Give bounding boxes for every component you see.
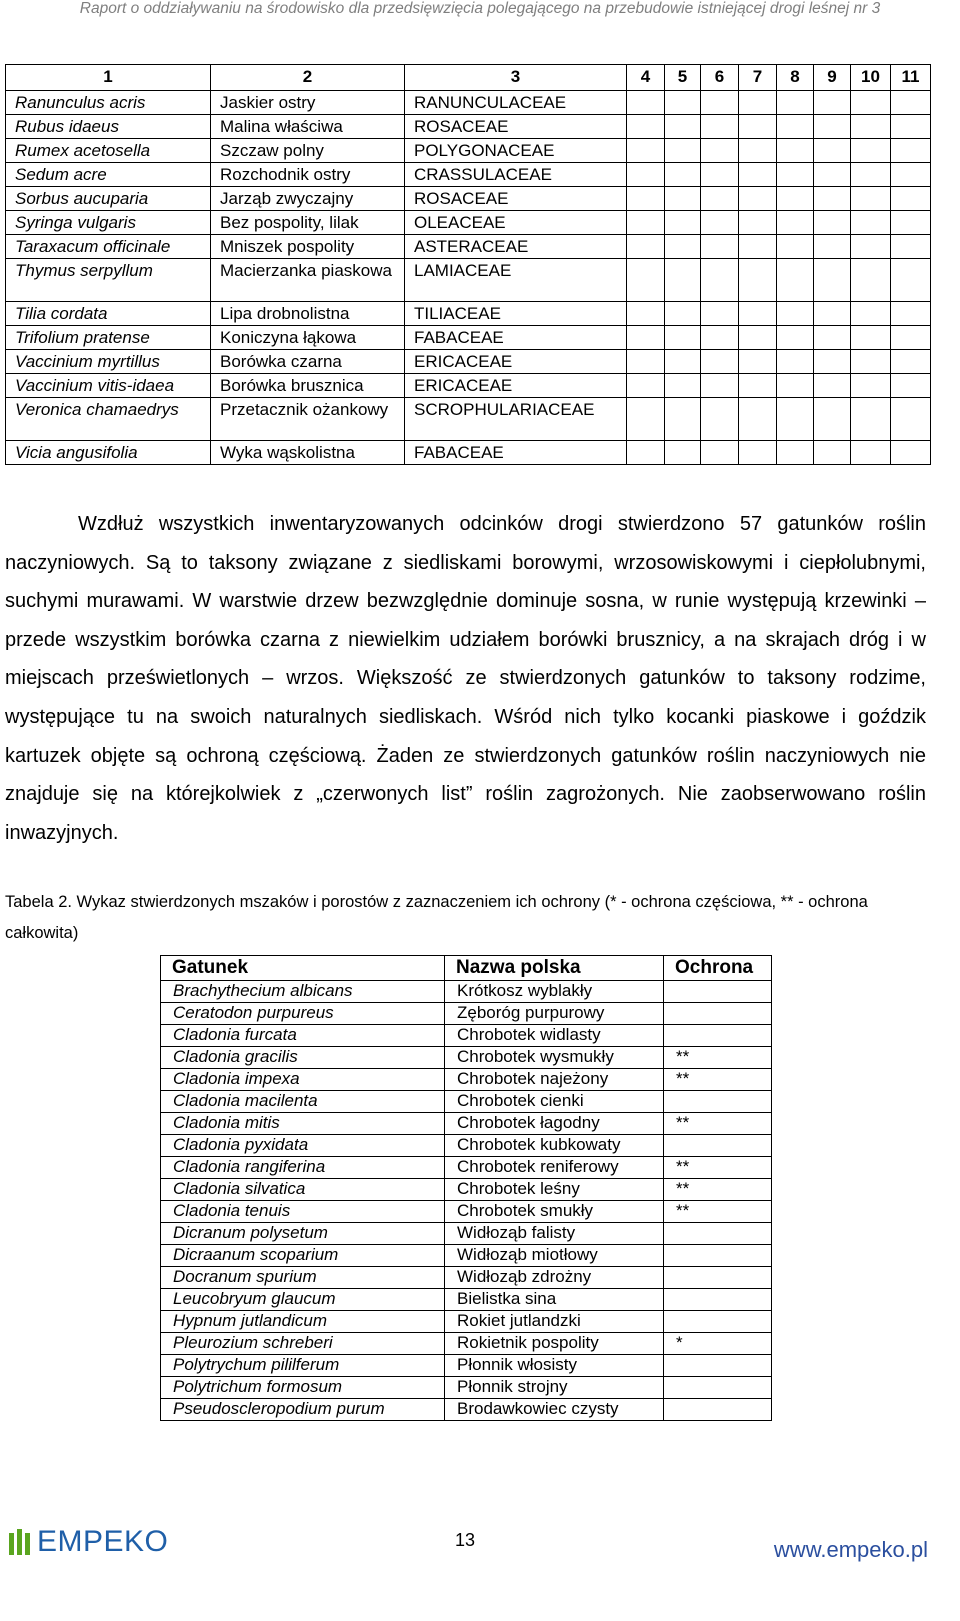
table-row <box>161 1355 772 1377</box>
empty-cell <box>627 139 665 163</box>
table-row <box>6 187 931 211</box>
polish-name-cell: Chrobotek smukły <box>445 1201 664 1223</box>
empty-cell <box>851 187 891 211</box>
latin-name-cell: Cladonia silvatica <box>161 1179 445 1201</box>
latin-name-cell: Polytrichum formosum <box>161 1377 445 1399</box>
col-header-polish-name: Nazwa polska <box>445 956 664 981</box>
table-row <box>161 1003 772 1025</box>
table-row <box>6 235 931 259</box>
polish-name-cell: Widłoząb miotłowy <box>445 1245 664 1267</box>
table-row <box>161 1333 772 1355</box>
empty-cell <box>777 211 814 235</box>
family-cell: OLEACEAE <box>405 211 627 235</box>
empty-cell <box>777 235 814 259</box>
empty-cell <box>665 139 701 163</box>
empty-cell <box>777 91 814 115</box>
polish-name-cell: Bielistka sina <box>445 1289 664 1311</box>
polish-name-cell: Widłoząb falisty <box>445 1223 664 1245</box>
col-header: 10 <box>851 65 891 91</box>
empty-cell <box>627 350 665 374</box>
empty-cell <box>739 235 777 259</box>
empty-cell <box>814 350 851 374</box>
empty-cell <box>739 302 777 326</box>
empty-cell <box>777 374 814 398</box>
table-row <box>161 1135 772 1157</box>
table2-header-row <box>161 956 772 981</box>
latin-name-cell: Rumex acetosella <box>6 139 211 163</box>
latin-name-cell: Sorbus aucuparia <box>6 187 211 211</box>
table-row <box>161 1047 772 1069</box>
empty-cell <box>665 235 701 259</box>
latin-name-cell: Cladonia pyxidata <box>161 1135 445 1157</box>
latin-name-cell: Dicranum polysetum <box>161 1223 445 1245</box>
latin-name-cell: Ranunculus acris <box>6 91 211 115</box>
latin-name-cell: Cladonia rangiferina <box>161 1157 445 1179</box>
polish-name-cell: Chrobotek widlasty <box>445 1025 664 1047</box>
protection-cell <box>664 981 772 1003</box>
empty-cell <box>665 115 701 139</box>
vascular-plants-table <box>5 64 931 465</box>
empty-cell <box>851 163 891 187</box>
table-row <box>161 1399 772 1421</box>
empty-cell <box>665 163 701 187</box>
empty-cell <box>627 441 665 465</box>
latin-name-cell: Cladonia macilenta <box>161 1091 445 1113</box>
empty-cell <box>701 374 739 398</box>
empty-cell <box>665 187 701 211</box>
empty-cell <box>701 139 739 163</box>
col-header: 8 <box>777 65 814 91</box>
polish-name-cell: Widłoząb zdrożny <box>445 1267 664 1289</box>
polish-name-cell: Chrobotek najeżony <box>445 1069 664 1091</box>
empty-cell <box>814 91 851 115</box>
polish-name-cell: Rokietnik pospolity <box>445 1333 664 1355</box>
polish-name-cell: Chrobotek reniferowy <box>445 1157 664 1179</box>
latin-name-cell: Trifolium pratense <box>6 326 211 350</box>
protection-cell <box>664 1377 772 1399</box>
col-header: 7 <box>739 65 777 91</box>
family-cell: ERICACEAE <box>405 350 627 374</box>
empty-cell <box>739 326 777 350</box>
empty-cell <box>777 398 814 441</box>
protection-cell <box>664 1311 772 1333</box>
polish-name-cell: Lipa drobnolistna <box>211 302 405 326</box>
polish-name-cell: Płonnik strojny <box>445 1377 664 1399</box>
empty-cell <box>814 115 851 139</box>
polish-name-cell: Bez pospolity, lilak <box>211 211 405 235</box>
table-row <box>6 115 931 139</box>
latin-name-cell: Pseudoscleropodium purum <box>161 1399 445 1421</box>
table-row <box>161 1069 772 1091</box>
protection-cell <box>664 1025 772 1047</box>
table-row <box>6 302 931 326</box>
empty-cell <box>627 398 665 441</box>
empty-cell <box>627 211 665 235</box>
empty-cell <box>627 326 665 350</box>
empty-cell <box>891 350 931 374</box>
polish-name-cell: Wyka wąskolistna <box>211 441 405 465</box>
polish-name-cell: Borówka brusznica <box>211 374 405 398</box>
empty-cell <box>891 211 931 235</box>
empty-cell <box>891 163 931 187</box>
table-row <box>6 326 931 350</box>
empty-cell <box>665 374 701 398</box>
empty-cell <box>814 374 851 398</box>
family-cell: CRASSULACEAE <box>405 163 627 187</box>
empty-cell <box>701 235 739 259</box>
protection-cell <box>664 1135 772 1157</box>
polish-name-cell: Malina właściwa <box>211 115 405 139</box>
empty-cell <box>777 326 814 350</box>
polish-name-cell: Chrobotek leśny <box>445 1179 664 1201</box>
empty-cell <box>739 187 777 211</box>
table-row <box>161 1223 772 1245</box>
empty-cell <box>777 115 814 139</box>
col-header: 9 <box>814 65 851 91</box>
col-header: 4 <box>627 65 665 91</box>
running-header: Raport o oddziaływaniu na środowisko dla przedsięwzięcia polegającego na przebudowie istniejącej drogi leśnej nr 3 <box>79 0 881 17</box>
table-row <box>6 374 931 398</box>
polish-name-cell: Rokiet jutlandzki <box>445 1311 664 1333</box>
family-cell: ROSACEAE <box>405 187 627 211</box>
empty-cell <box>851 259 891 302</box>
empty-cell <box>814 441 851 465</box>
empty-cell <box>851 398 891 441</box>
latin-name-cell: Taraxacum officinale <box>6 235 211 259</box>
empty-cell <box>739 259 777 302</box>
protection-cell: ** <box>664 1113 772 1135</box>
polish-name-cell: Chrobotek kubkowaty <box>445 1135 664 1157</box>
protection-cell <box>664 1355 772 1377</box>
family-cell: POLYGONACEAE <box>405 139 627 163</box>
empty-cell <box>739 163 777 187</box>
polish-name-cell: Chrobotek wysmukły <box>445 1047 664 1069</box>
mosses-lichens-table <box>160 955 772 1421</box>
empty-cell <box>851 139 891 163</box>
empty-cell <box>665 211 701 235</box>
protection-cell <box>664 1399 772 1421</box>
empty-cell <box>627 91 665 115</box>
col-header-protection: Ochrona <box>664 956 772 981</box>
empty-cell <box>891 398 931 441</box>
empty-cell <box>891 235 931 259</box>
latin-name-cell: Cladonia mitis <box>161 1113 445 1135</box>
table-row <box>161 981 772 1003</box>
table-row <box>6 350 931 374</box>
col-header: 5 <box>665 65 701 91</box>
empty-cell <box>851 326 891 350</box>
latin-name-cell: Docranum spurium <box>161 1267 445 1289</box>
page-number: 13 <box>454 1530 476 1550</box>
table-row <box>6 139 931 163</box>
empty-cell <box>665 326 701 350</box>
empty-cell <box>701 115 739 139</box>
empty-cell <box>814 302 851 326</box>
table-row <box>161 1179 772 1201</box>
empty-cell <box>777 139 814 163</box>
empty-cell <box>627 259 665 302</box>
table-row <box>161 1377 772 1399</box>
empty-cell <box>701 398 739 441</box>
empty-cell <box>739 350 777 374</box>
empty-cell <box>891 259 931 302</box>
protection-cell: ** <box>664 1201 772 1223</box>
empty-cell <box>891 374 931 398</box>
family-cell: ASTERACEAE <box>405 235 627 259</box>
family-cell: FABACEAE <box>405 326 627 350</box>
table-row <box>6 163 931 187</box>
polish-name-cell: Krótkosz wyblakły <box>445 981 664 1003</box>
empty-cell <box>777 163 814 187</box>
empty-cell <box>739 139 777 163</box>
empty-cell <box>739 374 777 398</box>
empty-cell <box>891 326 931 350</box>
logo-text: EMPEKO <box>37 1525 169 1558</box>
empty-cell <box>814 259 851 302</box>
protection-cell <box>664 1289 772 1311</box>
latin-name-cell: Hypnum jutlandicum <box>161 1311 445 1333</box>
empty-cell <box>665 441 701 465</box>
empty-cell <box>814 187 851 211</box>
empty-cell <box>777 302 814 326</box>
polish-name-cell: Macierzanka piaskowa <box>211 259 405 302</box>
polish-name-cell: Przetacznik ożankowy <box>211 398 405 441</box>
empty-cell <box>891 91 931 115</box>
latin-name-cell: Dicraanum scoparium <box>161 1245 445 1267</box>
empty-cell <box>891 441 931 465</box>
polish-name-cell: Borówka czarna <box>211 350 405 374</box>
latin-name-cell: Cladonia furcata <box>161 1025 445 1047</box>
empty-cell <box>891 139 931 163</box>
table-row <box>6 91 931 115</box>
family-cell: LAMIACEAE <box>405 259 627 302</box>
protection-cell: ** <box>664 1047 772 1069</box>
latin-name-cell: Sedum acre <box>6 163 211 187</box>
empty-cell <box>665 259 701 302</box>
empty-cell <box>701 259 739 302</box>
empty-cell <box>891 115 931 139</box>
protection-cell: * <box>664 1333 772 1355</box>
polish-name-cell: Koniczyna łąkowa <box>211 326 405 350</box>
empty-cell <box>701 187 739 211</box>
empty-cell <box>665 302 701 326</box>
latin-name-cell: Syringa vulgaris <box>6 211 211 235</box>
table-row <box>161 1201 772 1223</box>
polish-name-cell: Płonnik włosisty <box>445 1355 664 1377</box>
latin-name-cell: Cladonia impexa <box>161 1069 445 1091</box>
latin-name-cell: Pleurozium schreberi <box>161 1333 445 1355</box>
empty-cell <box>814 235 851 259</box>
empty-cell <box>701 211 739 235</box>
protection-cell <box>664 1003 772 1025</box>
empty-cell <box>777 259 814 302</box>
latin-name-cell: Brachythecium albicans <box>161 981 445 1003</box>
col-header: 2 <box>211 65 405 91</box>
empty-cell <box>627 187 665 211</box>
latin-name-cell: Tilia cordata <box>6 302 211 326</box>
empty-cell <box>627 115 665 139</box>
empty-cell <box>701 441 739 465</box>
table-row <box>161 1245 772 1267</box>
empty-cell <box>891 187 931 211</box>
protection-cell: ** <box>664 1069 772 1091</box>
latin-name-cell: Cladonia tenuis <box>161 1201 445 1223</box>
polish-name-cell: Brodawkowiec czysty <box>445 1399 664 1421</box>
table-row <box>161 1113 772 1135</box>
table-row <box>6 398 931 441</box>
empty-cell <box>627 163 665 187</box>
empty-cell <box>851 302 891 326</box>
latin-name-cell: Vicia angusifolia <box>6 441 211 465</box>
empty-cell <box>814 398 851 441</box>
protection-cell <box>664 1223 772 1245</box>
polish-name-cell: Chrobotek łagodny <box>445 1113 664 1135</box>
empty-cell <box>851 374 891 398</box>
empty-cell <box>665 398 701 441</box>
col-header: 3 <box>405 65 627 91</box>
empty-cell <box>739 115 777 139</box>
table1-header-row <box>6 65 931 91</box>
latin-name-cell: Thymus serpyllum <box>6 259 211 302</box>
protection-cell: ** <box>664 1179 772 1201</box>
table-row <box>161 1311 772 1333</box>
footer-url: www.empeko.pl <box>773 1537 928 1562</box>
empty-cell <box>701 350 739 374</box>
table2-caption: Tabela 2. Wykaz stwierdzonych mszaków i porostów z zaznaczeniem ich ochrony (* - ochrona częściowa, ** - ochrona całkowita) <box>5 893 868 942</box>
col-header: 11 <box>891 65 931 91</box>
latin-name-cell: Vaccinium myrtillus <box>6 350 211 374</box>
table-row <box>6 211 931 235</box>
polish-name-cell: Mniszek pospolity <box>211 235 405 259</box>
body-paragraph: Wzdłuż wszystkich inwentaryzowanych odcinków drogi stwierdzono 57 gatunków roślin naczyniowych. Są to taksony związane z siedliskami borowymi, wrzosowiskowymi i ciepłolubnymi, suchymi murawami. W warstwie drzew bezwzględnie dominuje sosna, w runie występują krzewinki – przede wszystkim borówka czarna z niewielkim udziałem borówki brusznicy, a na skrajach dróg i w miejscach prześwietlonych – wrzos. Większość ze stwierdzonych gatunków to taksony rodzime, występujące tu na swoich naturalnych siedliskach. Wśród nich tylko kocanki piaskowe i goździk kartuzek objęte są ochroną częściową. Żaden ze stwierdzonych gatunków roślin naczyniowych nie znajduje się na którejkolwiek z „czerwonych list” roślin zagrożonych. Nie zaobserwowano roślin inwazyjnych. <box>5 513 926 844</box>
table-row <box>161 1091 772 1113</box>
latin-name-cell: Polytrychum pililferum <box>161 1355 445 1377</box>
empty-cell <box>814 326 851 350</box>
empty-cell <box>777 187 814 211</box>
latin-name-cell: Leucobryum glaucum <box>161 1289 445 1311</box>
protection-cell <box>664 1267 772 1289</box>
empty-cell <box>739 441 777 465</box>
table-row <box>161 1289 772 1311</box>
polish-name-cell: Chrobotek cienki <box>445 1091 664 1113</box>
empty-cell <box>891 302 931 326</box>
empty-cell <box>777 350 814 374</box>
family-cell: FABACEAE <box>405 441 627 465</box>
empty-cell <box>814 163 851 187</box>
family-cell: RANUNCULACEAE <box>405 91 627 115</box>
protection-cell <box>664 1091 772 1113</box>
table-row <box>6 259 931 302</box>
table-row <box>161 1157 772 1179</box>
protection-cell: ** <box>664 1157 772 1179</box>
empty-cell <box>739 211 777 235</box>
col-header: 6 <box>701 65 739 91</box>
empty-cell <box>739 91 777 115</box>
col-header: 1 <box>6 65 211 91</box>
table-row <box>6 441 931 465</box>
empty-cell <box>701 326 739 350</box>
family-cell: ROSACEAE <box>405 115 627 139</box>
polish-name-cell: Jarząb zwyczajny <box>211 187 405 211</box>
empty-cell <box>814 139 851 163</box>
empty-cell <box>777 441 814 465</box>
empty-cell <box>627 235 665 259</box>
latin-name-cell: Rubus idaeus <box>6 115 211 139</box>
col-header-genus: Gatunek <box>161 956 445 981</box>
empty-cell <box>665 350 701 374</box>
empty-cell <box>851 441 891 465</box>
latin-name-cell: Cladonia gracilis <box>161 1047 445 1069</box>
table-row <box>161 1267 772 1289</box>
table-row <box>161 1025 772 1047</box>
empty-cell <box>665 91 701 115</box>
empty-cell <box>851 211 891 235</box>
empty-cell <box>851 350 891 374</box>
empty-cell <box>701 163 739 187</box>
empty-cell <box>701 91 739 115</box>
polish-name-cell: Zęboróg purpurowy <box>445 1003 664 1025</box>
polish-name-cell: Rozchodnik ostry <box>211 163 405 187</box>
polish-name-cell: Jaskier ostry <box>211 91 405 115</box>
polish-name-cell: Szczaw polny <box>211 139 405 163</box>
family-cell: ERICACEAE <box>405 374 627 398</box>
empty-cell <box>627 302 665 326</box>
empty-cell <box>627 374 665 398</box>
empty-cell <box>739 398 777 441</box>
family-cell: TILIACEAE <box>405 302 627 326</box>
empty-cell <box>851 235 891 259</box>
empty-cell <box>851 115 891 139</box>
latin-name-cell: Ceratodon purpureus <box>161 1003 445 1025</box>
empty-cell <box>851 91 891 115</box>
protection-cell <box>664 1245 772 1267</box>
empty-cell <box>814 211 851 235</box>
latin-name-cell: Vaccinium vitis-idaea <box>6 374 211 398</box>
empty-cell <box>701 302 739 326</box>
family-cell: SCROPHULARIACEAE <box>405 398 627 441</box>
latin-name-cell: Veronica chamaedrys <box>6 398 211 441</box>
